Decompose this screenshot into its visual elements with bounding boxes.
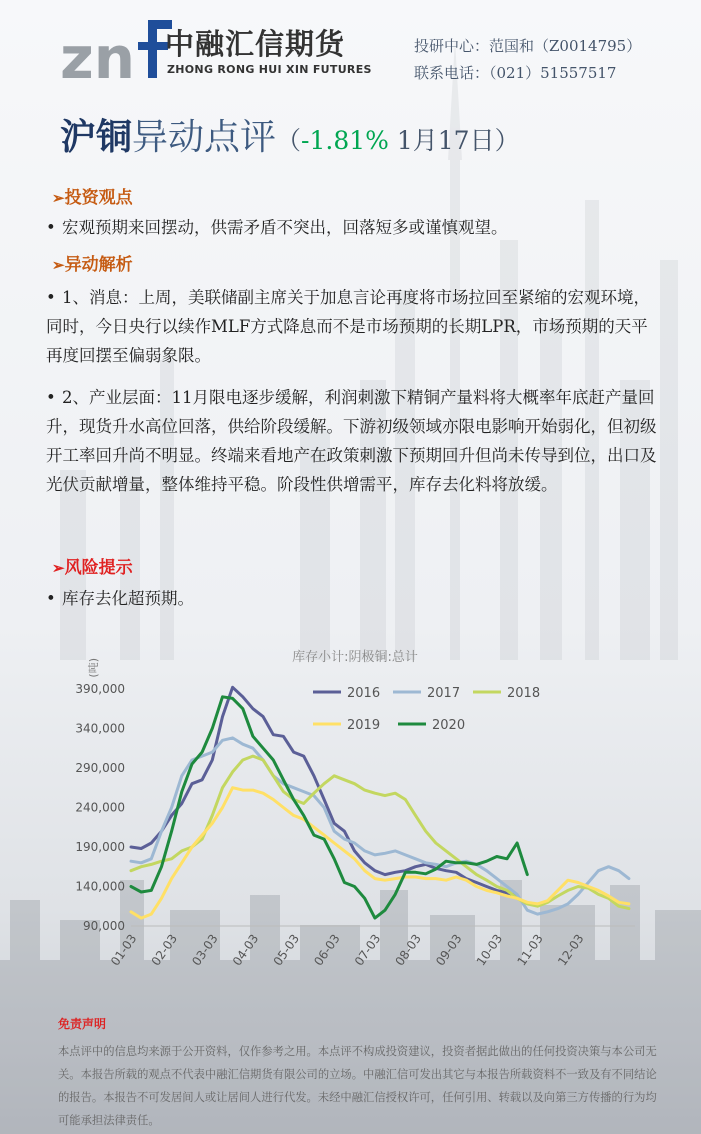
bullet-icon: •	[46, 218, 56, 237]
legend-label-2019: 2019	[347, 718, 381, 733]
legend-label-2016: 2016	[347, 686, 381, 701]
x-tick-label: 02-03	[148, 931, 181, 969]
legend-label-2020: 2020	[432, 718, 466, 733]
analyst-info: 投研中心：范国和（Z0014795）	[414, 37, 642, 55]
x-tick-label: 03-03	[189, 931, 221, 969]
inventory-line-chart	[55, 636, 655, 996]
investment-view-text: • 宏观预期来回摆动，供需矛盾不突出，回落短多或谨慎观望。	[46, 213, 658, 242]
y-tick-label: 240,000	[75, 800, 125, 815]
y-tick-label: 190,000	[75, 839, 125, 854]
section-heading: 风险提示	[64, 558, 133, 578]
report-header	[0, 0, 701, 100]
report-title	[60, 112, 520, 166]
section-heading: 异动解析	[64, 255, 133, 275]
analysis-paragraph-2: • 2、产业层面：11月限电逐步缓解，利润刺激下精铜产量料将大概率年底赶产量回升，现货升水高位回落，供给阶段缓解。下游初级领域亦限电影响开始弱化，但初级开工率回升尚不明显。终端来看地产在政策刺激下预期回升但尚未传导到位，出口及光伏贡献增量，整体维持平稳。阶段性供增需平，库存去化料将放缓。	[46, 383, 658, 499]
bullet-icon: •	[46, 388, 56, 407]
title-paren: （	[276, 126, 302, 155]
section-investment-view	[52, 183, 133, 208]
bullet-icon: •	[46, 589, 56, 608]
disclaimer-title: 免责声明	[58, 1017, 107, 1031]
disclaimer-body: 本点评中的信息均来源于公开资料，仅作参考之用。本点评不构成投资建议，投资者据此做出的任何投资决策与本公司无关。本报告所载的观点不代表中融汇信期货有限公司的立场。中融汇信可发出其它与本报告所载资料不一致及有不同结论的报告。本报告不可发居间人或让居间人进行代发。未经中融汇信授权许可，任何引用、转载以及向第三方传播的行为均可能承担法律责任。	[58, 1045, 657, 1127]
phone-info: 联系电话：（021）51557517	[414, 64, 617, 82]
x-tick-label: 06-03	[311, 931, 343, 969]
section-heading: 投资观点	[64, 188, 133, 208]
x-tick-label: 12-03	[555, 931, 587, 969]
title-date: 1月17日）	[388, 126, 520, 155]
x-tick-label: 11-03	[514, 931, 546, 969]
y-axis-label: (吨)	[87, 658, 100, 678]
x-tick-label: 10-03	[473, 931, 506, 969]
section-analysis	[52, 250, 133, 275]
series-line-2017	[131, 738, 629, 914]
company-name-en: ZHONG RONG HUI XIN FUTURES	[167, 63, 372, 76]
title-topic: 异动点评	[132, 117, 277, 158]
section-risk	[52, 553, 133, 578]
x-tick-label: 01-03	[107, 931, 140, 969]
arrow-icon: ➢	[52, 189, 65, 207]
analysis-paragraph-1: • 1、消息：上周，美联储副主席关于加息言论再度将市场拉回至紧缩的宏观环境，同时，今日央行以续作MLF方式降息而不是市场预期的长期LPR，市场预期的天平再度回摆至偏弱象限。	[46, 283, 658, 370]
title-product: 沪铜	[60, 116, 133, 158]
title-change: -1.81%	[301, 126, 389, 155]
bullet-icon: •	[46, 288, 56, 307]
arrow-icon: ➢	[52, 256, 65, 274]
x-tick-label: 04-03	[229, 931, 262, 969]
chart-title: 库存小计:阴极铜:总计	[292, 650, 418, 665]
y-tick-label: 340,000	[75, 721, 125, 736]
risk-text: • 库存去化超预期。	[46, 584, 658, 613]
disclaimer	[58, 1015, 658, 1132]
x-tick-label: 09-03	[433, 931, 465, 969]
contact-info	[414, 33, 641, 87]
company-name-cn: 中融汇信期货	[165, 27, 346, 61]
x-tick-label: 08-03	[392, 931, 424, 969]
y-tick-label: 390,000	[75, 681, 125, 696]
series-line-2020	[131, 697, 527, 918]
legend-label-2017: 2017	[427, 686, 461, 701]
y-tick-label: 90,000	[83, 919, 125, 933]
arrow-icon: ➢	[52, 559, 65, 577]
legend-label-2018: 2018	[507, 686, 541, 701]
y-tick-label: 290,000	[75, 760, 125, 775]
y-tick-label: 140,000	[75, 879, 125, 894]
svg-text:zn: zn	[60, 24, 136, 86]
x-tick-label: 07-03	[351, 931, 384, 969]
x-tick-label: 05-03	[270, 931, 303, 969]
